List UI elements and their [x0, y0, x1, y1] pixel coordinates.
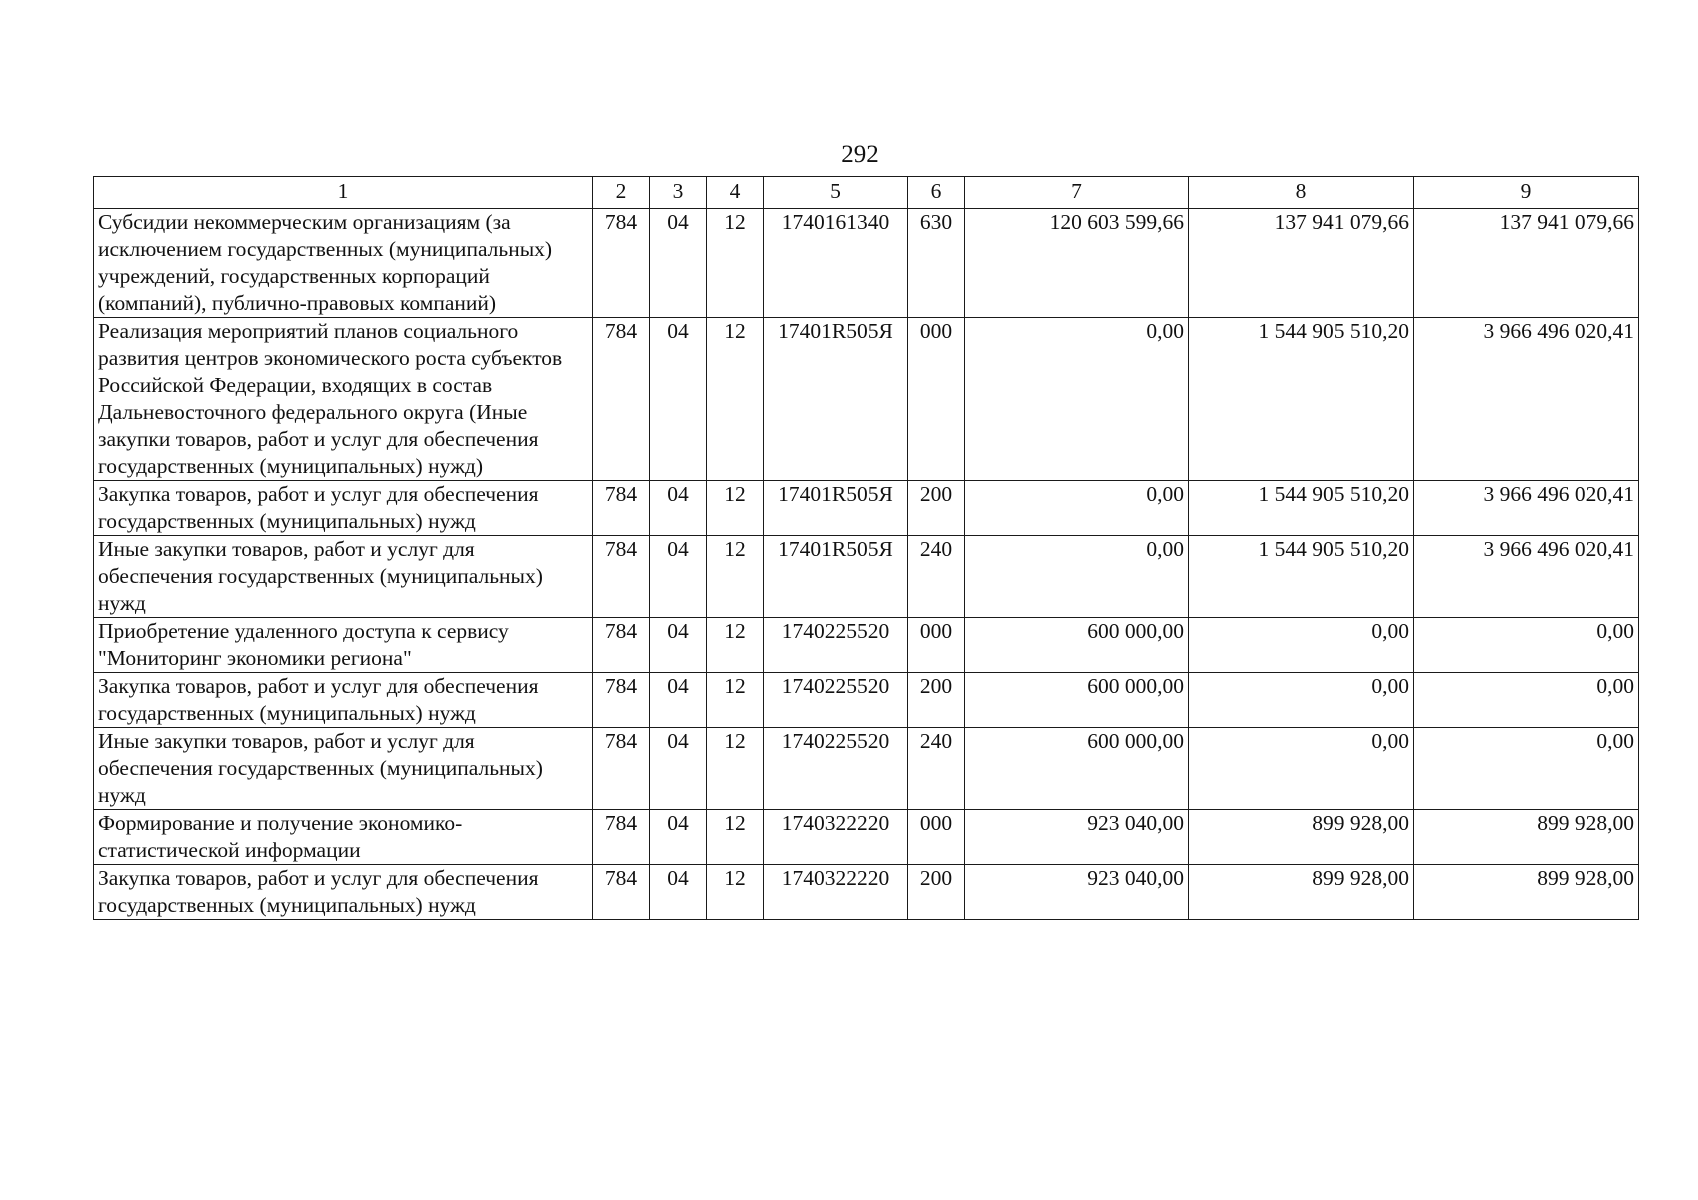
ministry-code: 784 — [593, 618, 650, 673]
section-code: 04 — [650, 536, 707, 618]
amount-col9: 899 928,00 — [1414, 865, 1639, 920]
section-code: 04 — [650, 865, 707, 920]
target-article-code: 17401R505Я — [764, 481, 908, 536]
column-header: 6 — [908, 177, 965, 209]
target-article-code: 1740225520 — [764, 728, 908, 810]
amount-col9: 137 941 079,66 — [1414, 209, 1639, 318]
target-article-code: 1740225520 — [764, 618, 908, 673]
amount-col9: 3 966 496 020,41 — [1414, 536, 1639, 618]
target-article-code: 1740161340 — [764, 209, 908, 318]
row-name: Закупка товаров, работ и услуг для обеспечения государственных (муниципальных) нужд — [94, 481, 593, 536]
amount-col9: 3 966 496 020,41 — [1414, 481, 1639, 536]
section-code: 04 — [650, 728, 707, 810]
section-code: 04 — [650, 673, 707, 728]
amount-col8: 0,00 — [1189, 673, 1414, 728]
subsection-code: 12 — [707, 673, 764, 728]
column-header: 7 — [965, 177, 1189, 209]
subsection-code: 12 — [707, 481, 764, 536]
target-article-code: 1740322220 — [764, 865, 908, 920]
amount-col8: 1 544 905 510,20 — [1189, 318, 1414, 481]
subsection-code: 12 — [707, 209, 764, 318]
amount-col7: 600 000,00 — [965, 728, 1189, 810]
amount-col7: 0,00 — [965, 481, 1189, 536]
ministry-code: 784 — [593, 728, 650, 810]
ministry-code: 784 — [593, 481, 650, 536]
column-header: 1 — [94, 177, 593, 209]
amount-col8: 1 544 905 510,20 — [1189, 481, 1414, 536]
table-row — [94, 481, 1639, 536]
target-article-code: 17401R505Я — [764, 536, 908, 618]
target-article-code: 1740322220 — [764, 810, 908, 865]
section-code: 04 — [650, 318, 707, 481]
table-row — [94, 618, 1639, 673]
amount-col8: 899 928,00 — [1189, 810, 1414, 865]
row-name: Приобретение удаленного доступа к сервису "Мониторинг экономики региона" — [94, 618, 593, 673]
section-code: 04 — [650, 810, 707, 865]
amount-col7: 120 603 599,66 — [965, 209, 1189, 318]
amount-col8: 0,00 — [1189, 618, 1414, 673]
amount-col8: 137 941 079,66 — [1189, 209, 1414, 318]
expense-type-code: 630 — [908, 209, 965, 318]
amount-col8: 1 544 905 510,20 — [1189, 536, 1414, 618]
column-header: 3 — [650, 177, 707, 209]
table-row — [94, 810, 1639, 865]
ministry-code: 784 — [593, 810, 650, 865]
subsection-code: 12 — [707, 865, 764, 920]
amount-col9: 0,00 — [1414, 618, 1639, 673]
subsection-code: 12 — [707, 810, 764, 865]
column-number-row — [94, 177, 1639, 209]
ministry-code: 784 — [593, 209, 650, 318]
amount-col7: 600 000,00 — [965, 673, 1189, 728]
amount-col9: 3 966 496 020,41 — [1414, 318, 1639, 481]
table-row — [94, 728, 1639, 810]
budget-table — [93, 176, 1639, 920]
subsection-code: 12 — [707, 536, 764, 618]
table-row — [94, 673, 1639, 728]
amount-col8: 899 928,00 — [1189, 865, 1414, 920]
amount-col9: 899 928,00 — [1414, 810, 1639, 865]
ministry-code: 784 — [593, 865, 650, 920]
table-row — [94, 865, 1639, 920]
row-name: Закупка товаров, работ и услуг для обеспечения государственных (муниципальных) нужд — [94, 865, 593, 920]
column-header: 9 — [1414, 177, 1639, 209]
subsection-code: 12 — [707, 618, 764, 673]
row-name: Реализация мероприятий планов социального развития центров экономического роста субъектов Российской Федерации, входящих в состав Дальневосточного федерального округа (Иные закупки товаров, работ и услуг для обеспечения государственных (муниципальных) нужд) — [94, 318, 593, 481]
section-code: 04 — [650, 209, 707, 318]
ministry-code: 784 — [593, 536, 650, 618]
expense-type-code: 240 — [908, 728, 965, 810]
row-name: Иные закупки товаров, работ и услуг для обеспечения государственных (муниципальных) нужд — [94, 728, 593, 810]
target-article-code: 1740225520 — [764, 673, 908, 728]
amount-col9: 0,00 — [1414, 673, 1639, 728]
amount-col8: 0,00 — [1189, 728, 1414, 810]
subsection-code: 12 — [707, 318, 764, 481]
amount-col7: 923 040,00 — [965, 865, 1189, 920]
column-header: 5 — [764, 177, 908, 209]
expense-type-code: 000 — [908, 810, 965, 865]
subsection-code: 12 — [707, 728, 764, 810]
amount-col7: 923 040,00 — [965, 810, 1189, 865]
row-name: Субсидии некоммерческим организациям (за исключением государственных (муниципальных) учреждений, государственных корпораций (компаний), публично-правовых компаний) — [94, 209, 593, 318]
amount-col9: 0,00 — [1414, 728, 1639, 810]
column-header: 8 — [1189, 177, 1414, 209]
table-row — [94, 318, 1639, 481]
section-code: 04 — [650, 618, 707, 673]
target-article-code: 17401R505Я — [764, 318, 908, 481]
table-row — [94, 536, 1639, 618]
expense-type-code: 000 — [908, 618, 965, 673]
amount-col7: 0,00 — [965, 318, 1189, 481]
row-name: Закупка товаров, работ и услуг для обеспечения государственных (муниципальных) нужд — [94, 673, 593, 728]
row-name: Формирование и получение экономико-статистической информации — [94, 810, 593, 865]
column-header: 4 — [707, 177, 764, 209]
expense-type-code: 200 — [908, 481, 965, 536]
expense-type-code: 200 — [908, 865, 965, 920]
ministry-code: 784 — [593, 673, 650, 728]
expense-type-code: 000 — [908, 318, 965, 481]
expense-type-code: 200 — [908, 673, 965, 728]
section-code: 04 — [650, 481, 707, 536]
page-number: 292 — [841, 141, 879, 168]
amount-col7: 0,00 — [965, 536, 1189, 618]
table-row — [94, 209, 1639, 318]
ministry-code: 784 — [593, 318, 650, 481]
amount-col7: 600 000,00 — [965, 618, 1189, 673]
column-header: 2 — [593, 177, 650, 209]
row-name: Иные закупки товаров, работ и услуг для обеспечения государственных (муниципальных) нужд — [94, 536, 593, 618]
expense-type-code: 240 — [908, 536, 965, 618]
